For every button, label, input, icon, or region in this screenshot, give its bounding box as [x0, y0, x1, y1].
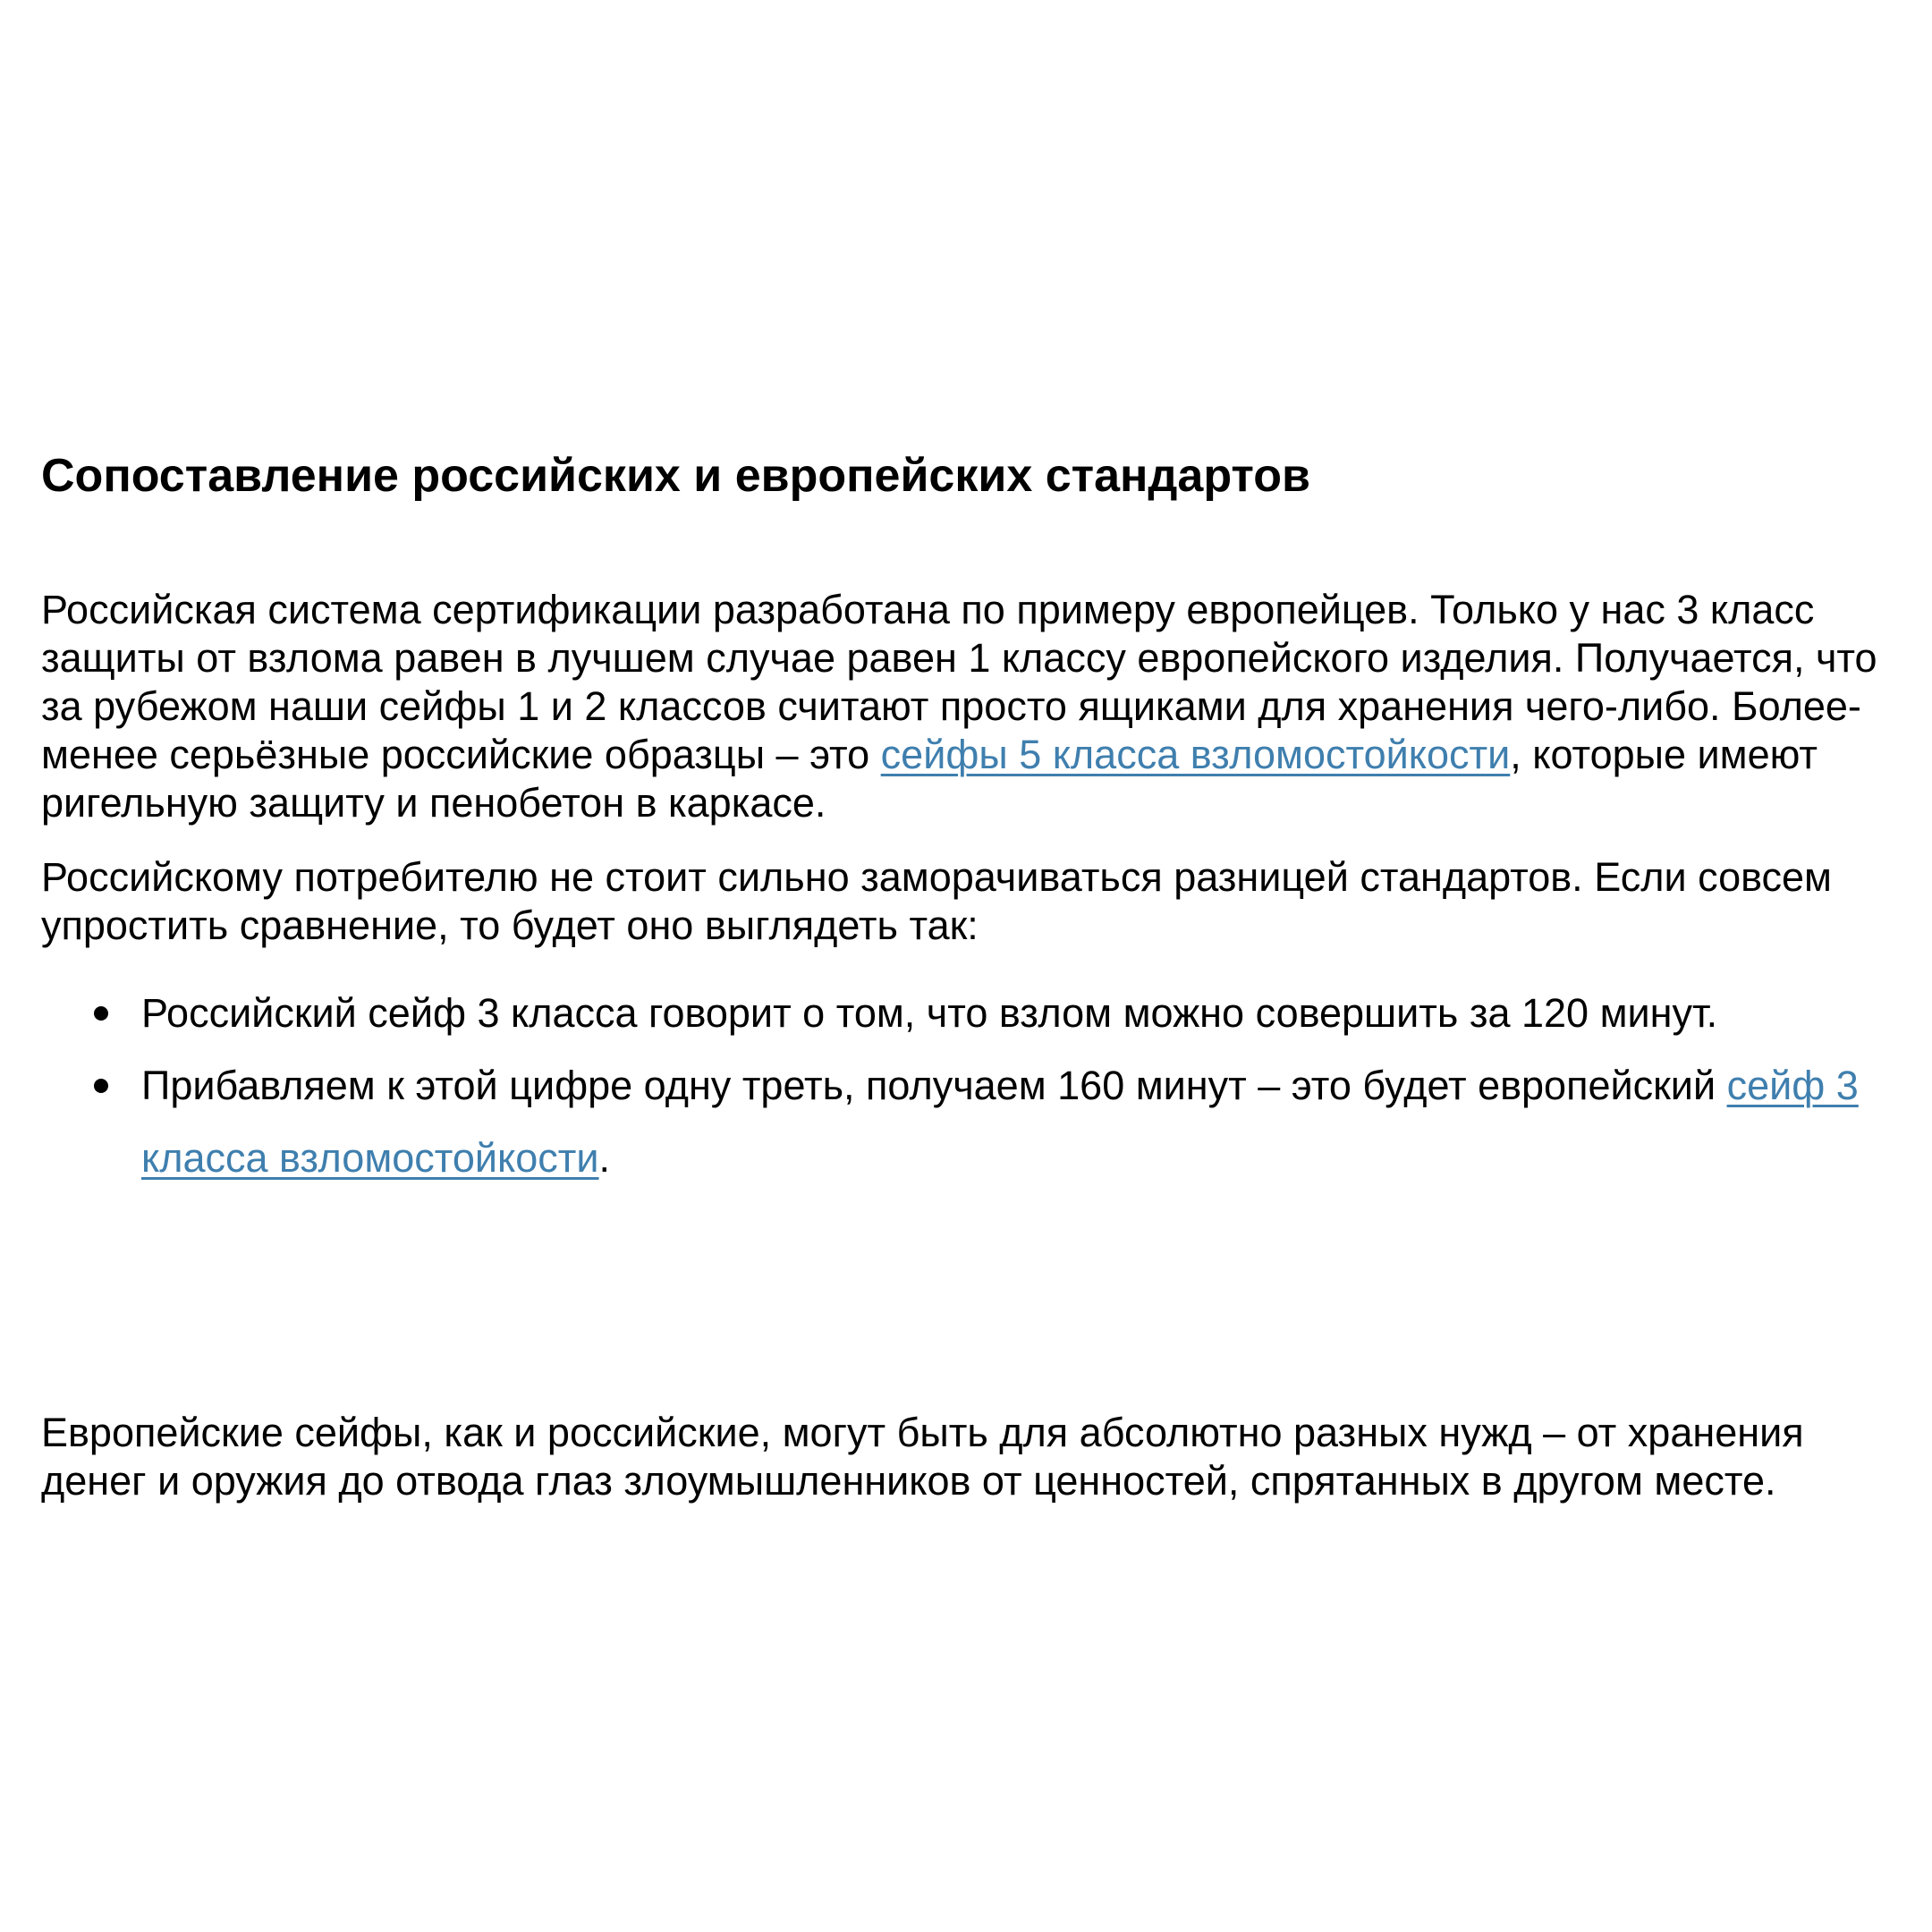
paragraph-comparison-intro	[41, 853, 1889, 950]
paragraph-european-safes	[41, 1409, 1889, 1505]
paragraph-certification-comparison	[41, 586, 1889, 827]
text-segment: Европейские сейфы, как и российские, могут быть для абсолютно разных нужд – от хранения денег и оружия до отвода глаз злоумышленников от ценностей, спрятанных в другом месте.	[41, 1410, 1804, 1504]
text-segment: Российский сейф 3 класса говорит о том, что взлом можно совершить за 120 минут.	[141, 990, 1718, 1036]
text-segment: .	[598, 1135, 611, 1181]
text-segment: , которые имеют ригельную защиту и пенобетон в каркасе.	[41, 732, 1818, 826]
list-item-russian-safe	[141, 977, 1889, 1049]
text-segment: Российская система сертификации разработана по примеру европейцев. Только у нас 3 класс защиты от взлома равен в лучшем случае равен 1 классу европейского изделия. Получается, что за рубежом наши сейфы 1 и 2 классов считают просто ящиками для хранения чего-либо. Более-менее серьёзные российские образцы – это	[41, 587, 1877, 777]
text-segment: Российскому потребителю не стоит сильно заморачиваться разницей стандартов. Если совсем упростить сравнение, то будет оно выглядеть так:	[41, 854, 1832, 948]
link-safes-class-5[interactable]: сейфы 5 класса взломостойкости	[880, 732, 1511, 777]
article-heading: Сопоставление российских и европейских стандартов	[41, 450, 1310, 502]
list-item-european-safe	[141, 1049, 1889, 1194]
link-safe-class-3[interactable]: сейф 3 класса взломостойкости	[141, 1063, 1859, 1181]
text-segment: Прибавляем к этой цифре одну треть, получаем 160 минут – это будет европейский	[141, 1063, 1727, 1108]
comparison-list	[41, 977, 1889, 1194]
